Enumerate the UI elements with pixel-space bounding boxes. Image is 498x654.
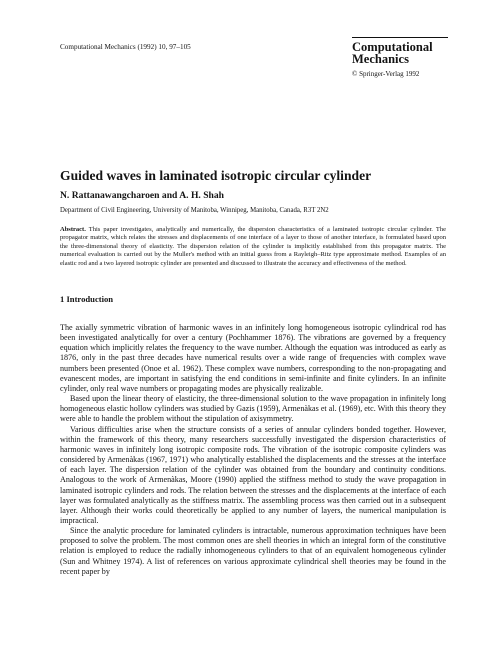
abstract-label: Abstract. [60,226,86,233]
journal-name-line1: Computational [352,40,433,54]
abstract-text: This paper investigates, analytically and numerically, the dispersion characteristics of a laminated isotropic circular cylinder. The propagator matrix, which relates the stresses and displacements of one interface of a layer to those of another interface, is formulated based upon the three-dimensional theory of elasticity. The dispersion relation of the cylinder is implicitly established from this propagator matrix. The numerical evaluation is carried out by the Muller's method with an initial guess from a Rayleigh–Ritz type approximate method. Examples of an elastic rod and a two layered isotropic cylinder are presented and discussed to illustrate the accuracy and effectiveness of the method. [60,226,446,267]
article-authors: N. Rattanawangcharoen and A. H. Shah [60,190,225,201]
article-title: Guided waves in laminated isotropic circular cylinder [60,168,372,183]
masthead-rule [352,37,448,38]
journal-citation: Computational Mechanics (1992) 10, 97–105 [60,43,191,51]
paragraph: Since the analytic procedure for laminated cylinders is intractable, numerous approximation techniques have been proposed to solve the problem. The most common ones are shell theories in which an integral form of the constitutive relation is employed to reduce the radially inhomogeneous cylinders to that of an equivalent homogeneous cylinder (Sun and Whitney 1974). A list of references on various approximate cylindrical shell theories may be found in the recent paper by [60,526,446,576]
author-affiliation: Department of Civil Engineering, University of Manitoba, Winnipeg, Manitoba, Canada, R3T 2N2 [60,207,329,214]
section-heading: 1 Introduction [60,294,114,304]
abstract [60,226,446,268]
journal-masthead [352,37,448,78]
paragraph: Based upon the linear theory of elasticity, the three-dimensional solution to the wave propagation in infinitely long homogeneous elastic hollow cylinders was studied by Gazis (1959), Armenàkas et al. (1969), etc. With this theory they were able to handle the problem without the stipulation of axisymmetry. [60,394,446,424]
body-text [60,323,446,577]
paragraph: Various difficulties arise when the structure consists of a series of annular cylinders bonded together. However, within the framework of this theory, many researchers successfully investigated the dispersion characteristics of harmonic waves in infinitely long isotropic composite rods. The vibration of the isotropic composite cylinders was considered by Armenàkas (1967, 1971) who analytically established the displacements and the stresses at the interface of each layer. The dispersion relation of the cylinder was obtained from the boundary and continuity conditions. Analogous to the work of Armenàkas, Moore (1990) applied the stiffness method to study the wave propagation in laminated isotropic cylinders and rods. The relation between the stresses and the displacements at the interface of each layer was formulated analytically as the stiffness matrix. The assembling process was then carried out in a subsequent layer. Although their works could theoretically be applied to any number of layers, the numerical manipulation is impractical. [60,424,446,525]
paragraph: The axially symmetric vibration of harmonic waves in an infinitely long homogeneous isotropic cylindrical rod has been investigated analytically for over a century (Pochhammer 1876). The vibrations are governed by a frequency equation which implicitly relates the frequency to the wave number. Although the equation was introduced as early as 1876, only in the past three decades have numerical results over a wide range of frequencies with complex wave numbers been presented (Onoe et al. 1962). These complex wave numbers, corresponding to the non-propagating and evanescent modes, are important in satisfying the end conditions in semi-infinite and finite cylinders. In an infinite cylinder, only real wave numbers or propagating modes are physically realizable. [60,323,446,393]
journal-name-line2: Mechanics [352,52,409,66]
copyright-notice: © Springer-Verlag 1992 [352,70,420,78]
